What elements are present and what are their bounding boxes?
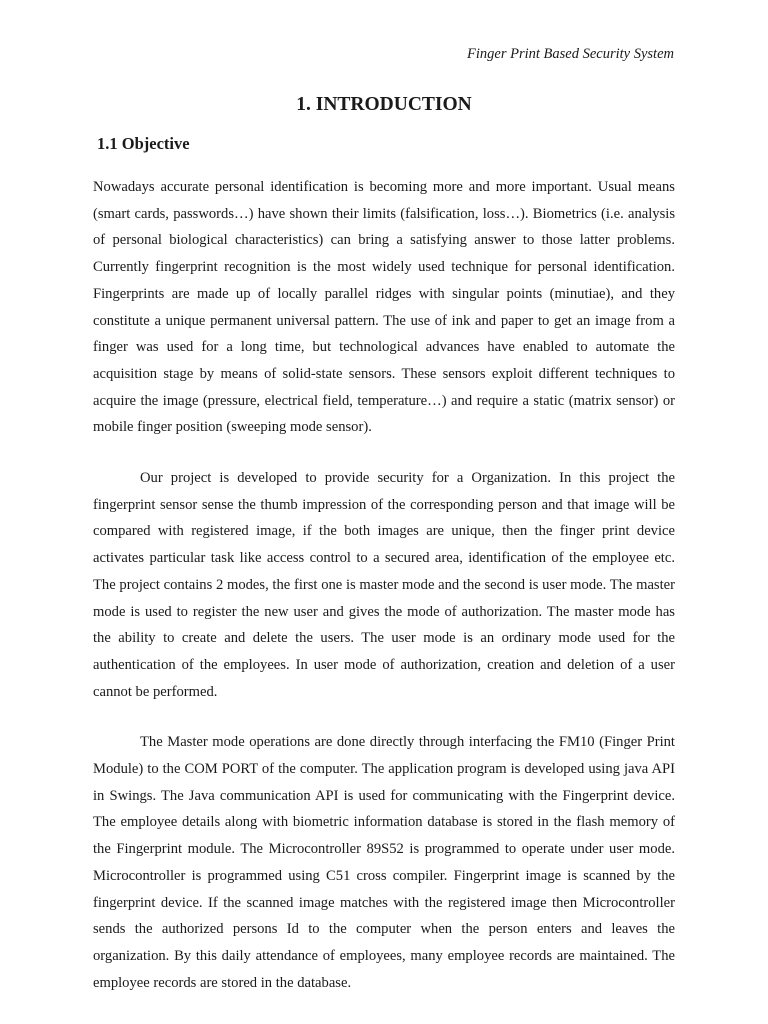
paragraph-objective: Nowadays accurate personal identification is becoming more and more important. Usual means (smart cards, passwords…) have shown their limits (falsification, loss…). Biometrics (i.e. analysis of personal biological characteristics) can bring a satisfying answer to those latter problems. Currently fingerprint recognition is the most widely used technique for personal identification. Fingerprints are made up of locally parallel ridges with singular points (minutiae), and they constitute a unique permanent universal pattern. The use of ink and paper to get an image from a finger was used for a long time, but technological advances have enabled to automate the acquisition stage by means of solid-state sensors. These sensors exploit different techniques to acquire the image (pressure, electrical field, temperature…) and require a static (matrix sensor) or mobile finger position (sweeping mode sensor). [93, 179, 675, 436]
section-title: 1.1 Objective [97, 134, 190, 153]
paragraph-project: Our project is developed to provide security for a Organization. In this project the fingerprint sensor sense the thumb impression of the corresponding person and that image will be compared with registered image, if the both images are unique, then the finger print device activates particular task like access control to a secured area, identification of the employee etc. The project contains 2 modes, the first one is master mode and the second is user mode. The master mode is used to register the new user and gives the mode of authorization. The master mode has the ability to create and delete the users. The user mode is an ordinary mode used for the authentication of the employees. In user mode of authorization, creation and deletion of a user cannot be performed. [93, 470, 675, 700]
running-header: Finger Print Based Security System [467, 46, 674, 62]
body-text [93, 174, 675, 1020]
paragraph-master-mode: The Master mode operations are done directly through interfacing the FM10 (Finger Print Module) to the COM PORT of the computer. The application program is developed using java API in Swings. The Java communication API is used for communicating with the Fingerprint device. The employee details along with biometric information database is stored in the flash memory of the Fingerprint module. The Microcontroller 89S52 is programmed to operate under user mode. Microcontroller is programmed using C51 cross compiler. Fingerprint image is scanned by the fingerprint device. If the scanned image matches with the registered image then Microcontroller sends the authorized persons Id to the computer when the person enters and leaves the organization. By this daily attendance of employees, many employee records are maintained. The employee records are stored in the database. [93, 734, 675, 991]
chapter-title: 1. INTRODUCTION [296, 94, 472, 115]
